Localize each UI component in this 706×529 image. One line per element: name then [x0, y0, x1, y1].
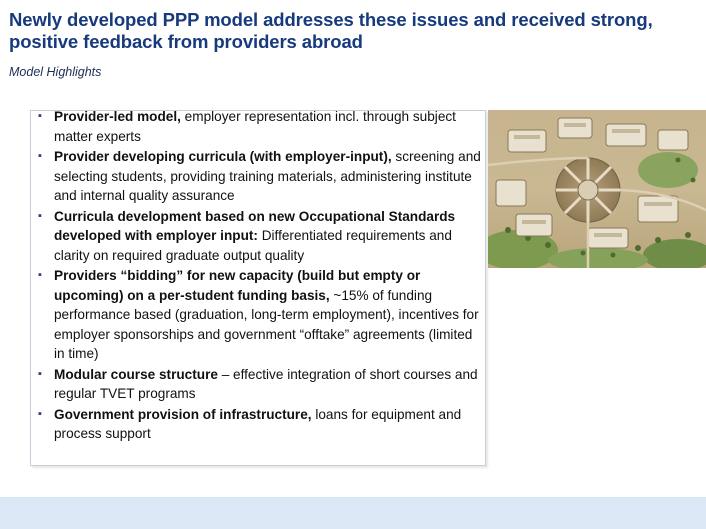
campus-aerial-photo	[488, 110, 706, 268]
bullet-text: Differentiated requirements and clarity on required graduate output quality	[54, 228, 452, 263]
bullet-lead: Curricula development based on new Occupational Standards developed with employer input:	[54, 208, 456, 243]
square-bullet-icon: ▪	[38, 110, 42, 122]
list-item	[38, 147, 483, 206]
bullet-text: – effective integration of short courses and regular TVET programs	[54, 366, 478, 401]
bullet-lead: Government provision of infrastructure,	[54, 406, 312, 422]
bullet-lead: Providers “bidding” for new capacity (build but empty or upcoming) on a per-student funding basis,	[54, 268, 421, 303]
footer-band	[0, 497, 706, 529]
bullet-lead: Provider-led model,	[54, 109, 181, 124]
slide-subtitle: Model Highlights	[9, 65, 102, 79]
bullet-text: ~15% of funding performance based (graduation, long-term employment), incentives for employer sponsorships and government “offtake” agreements (limited in time)	[54, 287, 479, 361]
square-bullet-icon: ▪	[38, 150, 42, 162]
bullet-lead: Provider developing curricula (with employer-input),	[54, 149, 392, 164]
bullet-lead: Modular course structure	[54, 366, 218, 382]
slide-title: Newly developed PPP model addresses these issues and received strong, positive feedback from providers abroad	[9, 9, 653, 52]
list-item	[38, 405, 483, 444]
square-bullet-icon: ▪	[38, 407, 42, 420]
list-item	[38, 266, 483, 364]
bullet-text: employer representation incl. through subject matter experts	[54, 109, 456, 144]
square-bullet-icon: ▪	[38, 269, 42, 281]
list-item	[38, 207, 483, 266]
list-item	[38, 365, 483, 404]
bullet-text: screening and selecting students, providing training materials, administering institute and internal quality assurance	[54, 149, 481, 203]
highlights-list	[38, 107, 483, 445]
square-bullet-icon: ▪	[38, 209, 42, 222]
bullet-text: loans for equipment and process support	[54, 406, 462, 441]
square-bullet-icon: ▪	[38, 367, 42, 380]
list-item	[38, 107, 483, 146]
